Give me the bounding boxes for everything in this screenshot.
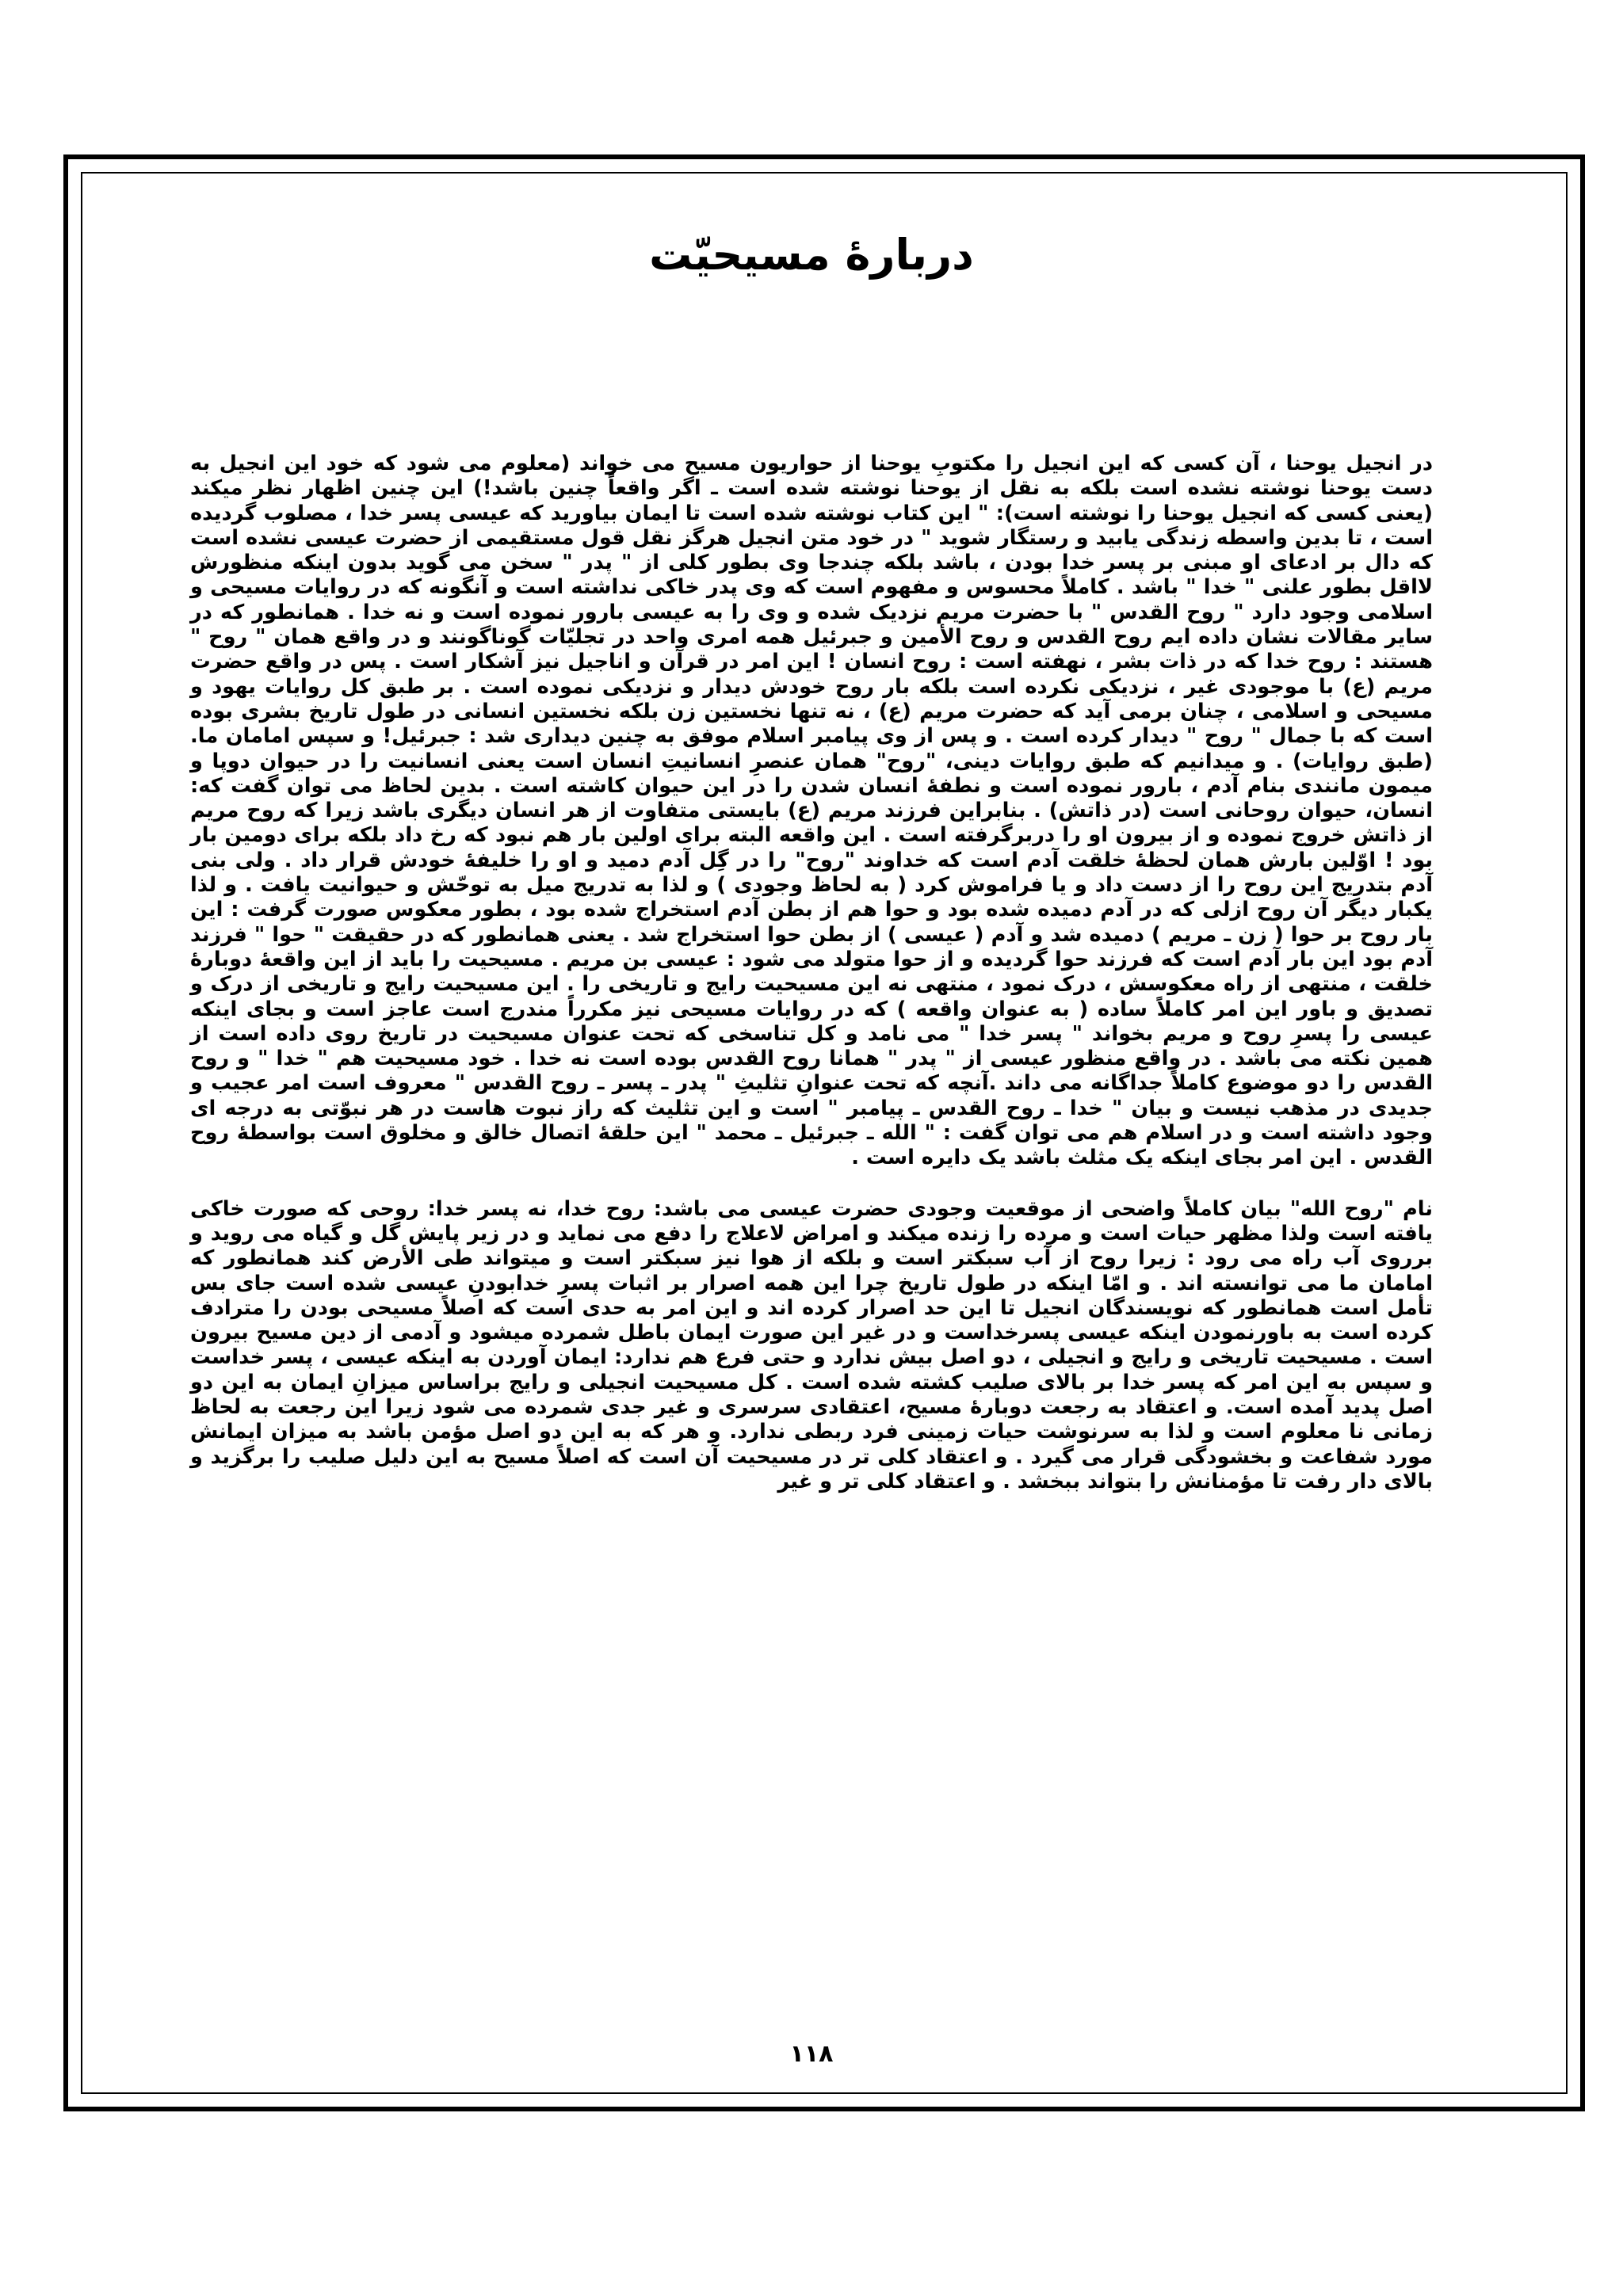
- page-title: دربارۀ مسیحیّت: [649, 230, 974, 280]
- page-number: ۱۱۸: [789, 2040, 834, 2068]
- body-text: [190, 452, 1433, 1494]
- paragraph-1: در انجیل یوحنا ، آن کسی که این انجیل را مکتوبِ یوحنا از حواریون مسیح می خواند (معلوم می شود که خود این انجیل به دست یوحنا نوشته نشده است بلکه به نقل از یوحنا نوشته شده است ـ اگر واقعاً چنین باشد!) این چنین اظهار نظر میکند (یعنی کسی که انجیل یوحنا را نوشته است): " این کتاب نوشته شده است تا ایمان بیاورید که عیسی پسر خدا ، مصلوب گردیده است ، تا بدین واسطه زندگی یابید و رستگار شوید " در خود متن انجیل هرگز نقل قول مستقیمی از حضرت عیسی نشده است که دال بر ادعای او مبنی بر پسر خدا بودن ، باشد بلکه چندجا وی بطور کلی از " پدر " سخن می گوید بدون اینکه منظورش لااقل بطور علنی " خدا " باشد . کاملاً محسوس و مفهوم است که وی پدر خاکی نداشته است و آنگونه که در روایات مسیحی و اسلامی وجود دارد " روح القدس " با حضرت مریم نزدیک شده و وی را به عیسی بارور نموده است و نه خدا . همانطور که در سایر مقالات نشان داده ایم روح القدس و روح الأمین و جبرئیل همه امری واحد در تجلیّات گوناگونند و در واقع همان " روح " هستند : روح خدا که در ذات بشر ، نهفته است : روح انسان ! این امر در قرآن و اناجیل نیز آشکار است . پس در واقع حضرت مریم (ع) با موجودی غیر ، نزدیکی نکرده است بلکه بار روح خودش دیدار و نزدیکی نموده است . بر طبق کل روایات یهود و مسیحی و اسلامی ، چنان برمی آید که حضرت مریم (ع) ، نه تنها نخستین زن بلکه نخستین انسانی در طول تاریخ بشری بوده است که با جمال " روح " دیدار کرده است . و پس از وی پیامبر اسلام موفق به چنین دیداری شد : جبرئیل! و سپس امامان ما. (طبق روایات) . و میدانیم که طبق روایات دینی، "روح" همان عنصرِ انسانیتِ انسان است یعنی انسانیت را در حیوان دوپا و میمون مانندی بنام آدم ، بارور نموده است و نطفهٔ انسان شدن را در این حیوان کاشته است . بدین لحاظ می توان گفت که: انسان، حیوان روحانی است (در ذاتش) . بنابراین فرزند مریم (ع) بایستی متفاوت از هر انسان دیگری باشد زیرا که روح مریم از ذاتش خروج نموده و از بیرون او را دربرگرفته است . این واقعه البته برای اولین بار هم نبود که رخ داد بلکه برای دومین بار بود ! اوّلین بارش همان لحظهٔ خلقت آدم است که خداوند "روح" را در گِل آدم دمید و او را خلیفهٔ خودش قرار داد . ولی بنی آدم بتدریج این روح را از دست داد و یا فراموش کرد ( به لحاظ وجودی ) و لذا به تدریج میل به توحّش و حیوانیت یافت . و لذا یکبار دیگر آن روح ازلی که در آدم دمیده شده بود و حوا هم از بطن آدم استخراج شده بود ، بطور معکوس صورت گرفت : این بار روح بر حوا ( زن ـ مریم ) دمیده شد و آدم ( عیسی ) از بطن حوا استخراج شد . یعنی همانطور که در حقیقت " حوا " فرزند آدم بود این بار آدم است که فرزند حوا گردیده و از حوا متولد می شود : عیسی بن مریم . مسیحیت را باید از این واقعهٔ دوبارهٔ خلقت ، منتهی از راه معکوسش ، درک نمود ، منتهی نه این مسیحیت رایج و تاریخی را . این مسیحیت رایج و تاریخی از درک و تصدیق و باور این امر کاملاً ساده ( به عنوان واقعه ) که در روایات مسیحی نیز مکرراً مندرج است عاجز است و بجای اینکه عیسی را پسرِ روح و مریم بخواند " پسر خدا " می نامد و کل تناسخی که تحت عنوان مسیحیت در تاریخ روی داده است از همین نکته می باشد . در واقع منظور عیسی از " پدر " همانا روح القدس بوده است نه خدا . خود مسیحیت هم " خدا " و روح القدس را دو موضوع کاملاً جداگانه می داند .آنچه که تحت عنوانِ تثلیثِ " پدر ـ پسر ـ روح القدس " معروف است امر عجیب و جدیدی در مذهب نیست و بیان " خدا ـ روح القدس ـ پیامبر " است و این تثلیث که راز نبوت هاست در هر نبوّتی به درجه ای وجود داشته است و در اسلام هم می توان گفت : " الله ـ جبرئیل ـ محمد " این حلقهٔ اتصال خالق و مخلوق است بواسطهٔ روح القدس . این امر بجای اینکه یک مثلث باشد یک دایره است .: [190, 452, 1433, 1170]
- paragraph-2: نام "روح الله" بیان کاملاً واضحی از موقعیت وجودی حضرت عیسی می باشد: روح خدا، نه پسر خدا: روحی که صورت خاکی یافته است ولذا مظهر حیات است و مرده را زنده میکند و امراض لاعلاج را دفع می نماید و در زیر پایش گل و گیاه می روید و برروی آب راه می رود : زیرا روح از آب سبکتر است و بلکه از هوا نیز سبکتر است و میتواند طی الأرض کند همانطور که امامان ما می توانسته اند . و امّا اینکه در طول تاریخ چرا این همه اصرار بر اثبات پسرِ خدابودنِ عیسی شده است جای بس تأمل است همانطور که نویسندگان انجیل تا این حد اصرار کرده اند و این امر به حدی است که اصلاً مسیحی بودن را مترادف کرده است به باورنمودن اینکه عیسی پسرخداست و در غیر این صورت ایمان باطل شمرده میشود و آدمی از دین مسیح بیرون است . مسیحیت تاریخی و رایج و انجیلی ، دو اصل بیش ندارد و حتی فرع هم ندارد: ایمان آوردن به اینکه عیسی ، پسر خداست و سپس به این امر که پسر خدا بر بالای صلیب کشته شده است . کل مسیحیت انجیلی و رایج براساس میزانِ ایمان به این دو اصل پدید آمده است. و اعتقاد به رجعت دوبارهٔ مسیح، اعتقادی سرسری و غیر جدی شمرده می شود زیرا این رجعت به لحاظ زمانی نا معلوم است و لذا به سرنوشت حیات زمینی فرد ربطی ندارد. و هر که به این دو اصل مؤمن باشد به میزان ایمانش مورد شفاعت و بخشودگی قرار می گیرد . و اعتقاد کلی تر در مسیحیت آن است که اصلاً مسیح به این دلیل صلیب را برگزید و بالای دار رفت تا مؤمنانش را بتواند ببخشد . و اعتقاد کلی تر و غیر: [190, 1196, 1433, 1493]
